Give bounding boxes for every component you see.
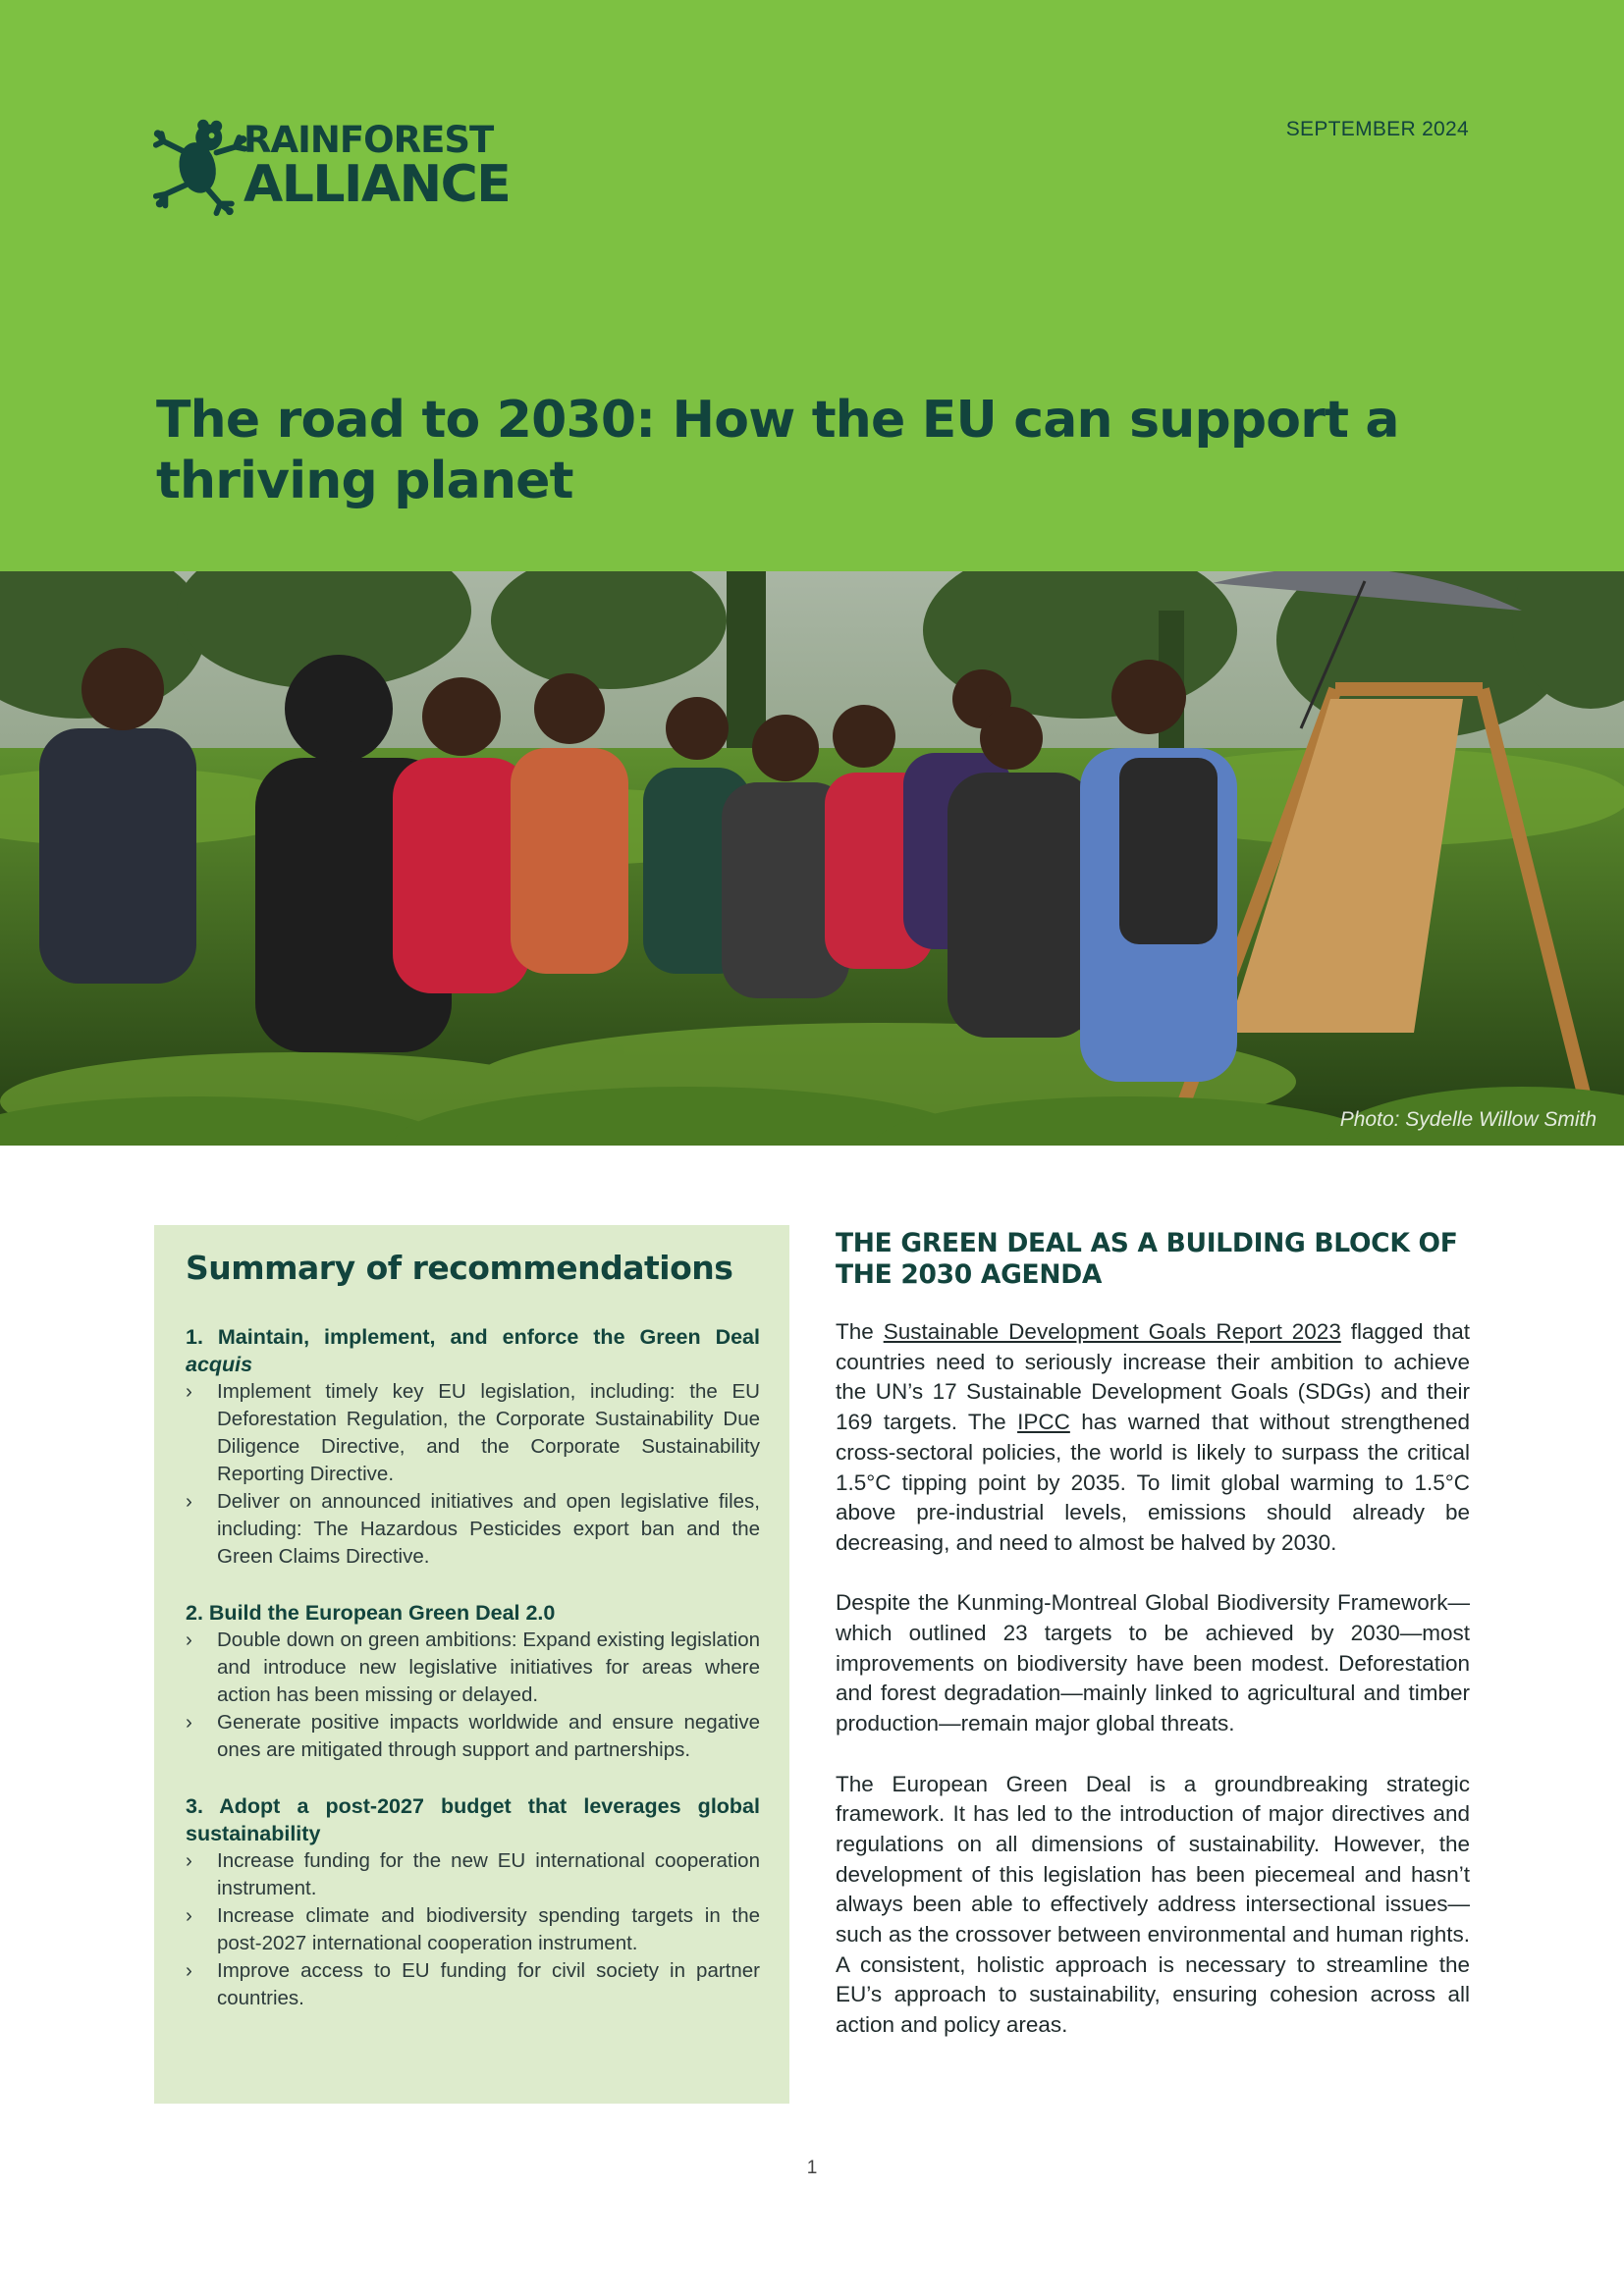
list-item-text: Increase climate and biodiversity spending targets in the post-2027 international cooperation instrument. (217, 1904, 760, 1954)
recommendation-title (186, 1599, 760, 1627)
chevron-right-icon: › (186, 1711, 192, 1734)
recommendation-title (186, 1323, 760, 1378)
list-item-text: Double down on green ambitions: Expand existing legislation and introduce new legislative initiatives for areas where action has been missing or delayed. (217, 1629, 760, 1706)
list-item-text: Generate positive impacts worldwide and ensure negative ones are mitigated through support and partnerships. (217, 1711, 760, 1761)
list-item (186, 1902, 760, 1957)
rainforest-alliance-logo[interactable] (153, 113, 511, 221)
page-title: The road to 2030: How the EU can support a thriving planet (156, 391, 1399, 510)
logo-line-1: RAINFOREST (244, 119, 494, 161)
recommendation-list (186, 1627, 760, 1764)
logo-line-2: ALLIANCE (244, 155, 511, 214)
paragraph-text: flagged that countries need to seriously increase their ambition to achieve the UN’s 17 Sustainable Development Goals (SDGs) and their 169 targets. The (836, 1319, 1471, 1435)
chevron-right-icon: › (186, 1380, 192, 1403)
recommendation-list (186, 1378, 760, 1571)
list-item (186, 1957, 760, 2012)
chevron-right-icon: › (186, 1849, 192, 1872)
list-item (186, 1378, 760, 1488)
sdg-report-link[interactable]: Sustainable Development Goals Report 2023 (883, 1319, 1341, 1344)
recommendation-list (186, 1847, 760, 2012)
paragraph-text: has warned that without strengthened cross-sectoral policies, the world is likely to surpass the critical 1.5°C tipping point by 2035. To limit global warming to 1.5°C above pre-industrial levels, emissions should already be decreasing, and need to almost be halved by 2030. (836, 1410, 1470, 1555)
page-number: 1 (806, 2158, 818, 2178)
list-item (186, 1488, 760, 1571)
list-item (186, 1627, 760, 1709)
recommendation-title-text: 2. Build the European Green Deal 2.0 (186, 1601, 556, 1625)
chevron-right-icon: › (186, 1904, 192, 1927)
list-item-text: Implement timely key EU legislation, including: the EU Deforestation Regulation, the Corporate Sustainability Due Diligence Directive, and the Corporate Sustainability Reporting Directive. (217, 1380, 760, 1485)
recommendation-title-italic: acquis (186, 1353, 253, 1376)
list-item-text: Deliver on announced initiatives and open legislative files, including: The Hazardous Pesticides export ban and the Green Claims Directive. (217, 1490, 760, 1568)
chevron-right-icon: › (186, 1629, 192, 1651)
header-band (0, 0, 1624, 571)
summary-heading: Summary of recommendations (186, 1249, 733, 1287)
list-item (186, 1709, 760, 1764)
section-heading: THE GREEN DEAL AS A BUILDING BLOCK OF THE 2030 AGENDA (836, 1228, 1458, 1290)
paragraph-1 (836, 1317, 1470, 1559)
farmers-training-illustration (0, 571, 1624, 1146)
recommendation-title-text: 3. Adopt a post-2027 budget that leverages global sustainability (186, 1794, 760, 1845)
recommendation-1 (186, 1323, 760, 1571)
recommendation-3 (186, 1792, 760, 2012)
chevron-right-icon: › (186, 1959, 192, 1982)
list-item-text: Improve access to EU funding for civil society in partner countries. (217, 1959, 760, 2009)
photo-credit: Photo: Sydelle Willow Smith (1339, 1108, 1597, 1131)
ipcc-link[interactable]: IPCC (1017, 1410, 1070, 1435)
summary-box (154, 1225, 789, 2104)
list-item (186, 1847, 760, 1902)
recommendation-title-text: 1. Maintain, implement, and enforce the Green Deal (186, 1325, 760, 1349)
green-deal-section (836, 1228, 1470, 2071)
paragraph-text: The (836, 1319, 884, 1344)
cover-photo (0, 571, 1624, 1146)
frog-icon (153, 113, 249, 217)
list-item-text: Increase funding for the new EU international cooperation instrument. (217, 1849, 760, 1899)
paragraph-2: Despite the Kunming-Montreal Global Biodiversity Framework—which outlined 23 targets to be achieved by 2030—most improvements on biodiversity have been modest. Deforestation and forest degradation—mainly linked to agricultural and timber production—remain major global threats. (836, 1590, 1470, 1736)
recommendation-title (186, 1792, 760, 1847)
recommendation-2 (186, 1599, 760, 1764)
chevron-right-icon: › (186, 1490, 192, 1513)
paragraph-3: The European Green Deal is a groundbreaking strategic framework. It has led to the introduction of major directives and regulations on all dimensions of sustainability. However, the development of this legislation has been piecemeal and hasn’t always been able to effectively address intersectional issues—such as the crossover between environmental and human rights. A consistent, holistic approach is necessary to streamline the EU’s approach to sustainability, ensuring cohesion across all action and policy areas. (836, 1771, 1470, 2038)
logo-wordmark (244, 119, 511, 214)
publication-date: SEPTEMBER 2024 (1285, 118, 1469, 140)
